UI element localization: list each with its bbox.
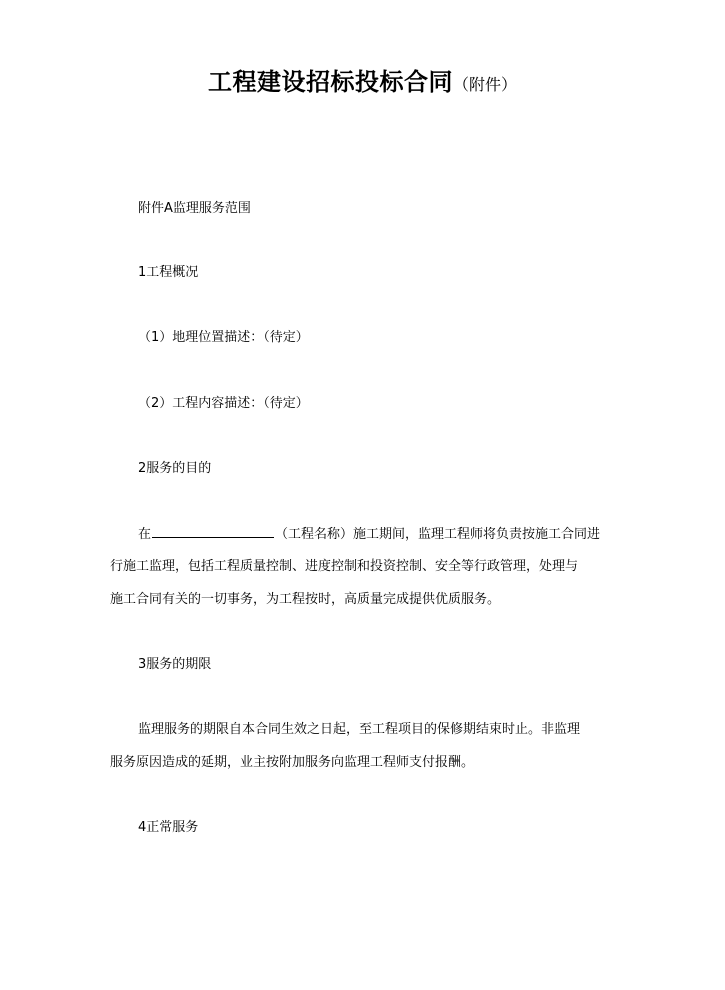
appendix-heading: 附件A监理服务范围 bbox=[138, 201, 251, 216]
section-3-paragraph-line-2: 服务原因造成的延期，业主按附加服务向监理工程师支付报酬。 bbox=[110, 755, 475, 770]
section-2-paragraph-line-2: 行施工监理，包括工程质量控制、进度控制和投资控制、安全等行政管理，处理与 bbox=[110, 559, 579, 574]
title-main: 工程建设招标投标合同 bbox=[207, 68, 453, 96]
section-1-item-2: （2）工程内容描述：（待定） bbox=[138, 396, 309, 411]
section-2-heading: 2服务的目的 bbox=[138, 461, 212, 476]
section-1-heading: 1工程概况 bbox=[138, 265, 199, 280]
paragraph-text: 在 bbox=[138, 527, 152, 542]
paragraph-text: （工程名称）施工期间，监理工程师将负责按施工合同进 bbox=[275, 527, 601, 542]
section-2-paragraph-line-1 bbox=[138, 525, 600, 544]
section-2-paragraph-line-3: 施工合同有关的一切事务，为工程按时，高质量完成提供优质服务。 bbox=[110, 592, 501, 607]
document-title bbox=[0, 62, 725, 97]
section-1-item-1: （1）地理位置描述：（待定） bbox=[138, 330, 309, 345]
section-4-heading: 4正常服务 bbox=[138, 820, 199, 835]
section-3-heading: 3服务的期限 bbox=[138, 657, 212, 672]
section-3-paragraph-line-1: 监理服务的期限自本合同生效之日起，至工程项目的保修期结束时止。非监理 bbox=[138, 722, 581, 737]
project-name-blank bbox=[152, 525, 274, 538]
title-subtitle: （附件） bbox=[452, 75, 517, 94]
